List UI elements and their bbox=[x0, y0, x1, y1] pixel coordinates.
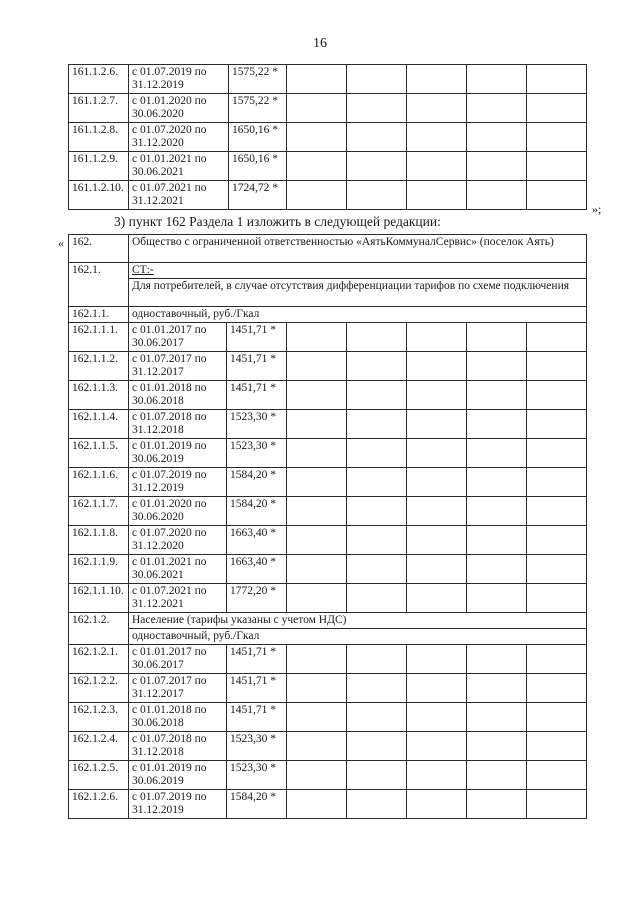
row-period: с 01.07.2018 по 31.12.2018 bbox=[129, 410, 227, 439]
empty-cell bbox=[527, 674, 587, 703]
empty-cell bbox=[467, 468, 527, 497]
table-row bbox=[69, 439, 587, 468]
empty-cell bbox=[287, 410, 347, 439]
empty-cell bbox=[347, 645, 407, 674]
population-label: Население (тарифы указаны с учетом НДС) bbox=[129, 613, 587, 629]
table-row bbox=[69, 703, 587, 732]
empty-cell bbox=[347, 526, 407, 555]
row-value: 1451,71 * bbox=[227, 674, 287, 703]
empty-cell bbox=[407, 584, 467, 613]
row-value: 1451,71 * bbox=[227, 352, 287, 381]
row-code: 162.1.1.9. bbox=[69, 555, 129, 584]
empty-cell bbox=[407, 761, 467, 790]
empty-cell bbox=[347, 352, 407, 381]
org-name: Общество с ограниченной ответственностью «АятьКоммуналСервис» (поселок Аять) bbox=[129, 235, 587, 263]
empty-cell bbox=[467, 584, 527, 613]
row-value: 1523,30 * bbox=[227, 439, 287, 468]
row-value: 1650,16 * bbox=[229, 123, 287, 152]
empty-cell bbox=[467, 439, 527, 468]
population-sub-row bbox=[69, 629, 587, 645]
empty-cell bbox=[287, 555, 347, 584]
empty-cell bbox=[467, 497, 527, 526]
empty-cell bbox=[347, 555, 407, 584]
empty-cell bbox=[527, 703, 587, 732]
row-code: 162.1.1. bbox=[69, 307, 129, 323]
org-row bbox=[69, 235, 587, 263]
empty-cell bbox=[527, 352, 587, 381]
empty-cell bbox=[467, 761, 527, 790]
empty-cell bbox=[407, 790, 467, 819]
row-code: 162.1.2.4. bbox=[69, 732, 129, 761]
table-row bbox=[69, 410, 587, 439]
row-value: 1772,20 * bbox=[227, 584, 287, 613]
empty-cell bbox=[407, 381, 467, 410]
row-value: 1523,30 * bbox=[227, 761, 287, 790]
empty-cell bbox=[527, 584, 587, 613]
empty-cell bbox=[347, 94, 407, 123]
empty-cell bbox=[467, 526, 527, 555]
empty-cell bbox=[347, 468, 407, 497]
empty-cell bbox=[407, 468, 467, 497]
empty-cell bbox=[407, 732, 467, 761]
row-code: 162.1.1.3. bbox=[69, 381, 129, 410]
table-row bbox=[69, 381, 587, 410]
empty-cell bbox=[407, 323, 467, 352]
row-value: 1451,71 * bbox=[227, 323, 287, 352]
row-period: с 01.07.2017 по 31.12.2017 bbox=[129, 352, 227, 381]
empty-cell bbox=[527, 790, 587, 819]
group1-header-row bbox=[69, 307, 587, 323]
row-code: 162.1.2.2. bbox=[69, 674, 129, 703]
row-code: 161.1.2.6. bbox=[69, 65, 129, 94]
ct-note: Для потребителей, в случае отсутствия дифференциации тарифов по схеме подключения bbox=[129, 279, 587, 307]
empty-cell bbox=[407, 645, 467, 674]
empty-cell bbox=[467, 674, 527, 703]
row-code: 162.1.1.1. bbox=[69, 323, 129, 352]
table-row bbox=[69, 584, 587, 613]
row-period: с 01.07.2018 по 31.12.2018 bbox=[129, 732, 227, 761]
table-row bbox=[69, 555, 587, 584]
empty-cell bbox=[347, 123, 407, 152]
row-period: с 01.01.2019 по 30.06.2019 bbox=[129, 439, 227, 468]
table-row bbox=[69, 790, 587, 819]
row-value: 1724,72 * bbox=[229, 181, 287, 210]
row-period: с 01.01.2020 по 30.06.2020 bbox=[129, 497, 227, 526]
row-value: 1584,20 * bbox=[227, 790, 287, 819]
empty-cell bbox=[407, 703, 467, 732]
empty-cell bbox=[287, 526, 347, 555]
empty-cell bbox=[287, 674, 347, 703]
row-period: с 01.07.2021 по 31.12.2021 bbox=[129, 181, 229, 210]
empty-cell bbox=[467, 381, 527, 410]
empty-cell bbox=[527, 497, 587, 526]
table-row bbox=[69, 526, 587, 555]
table-row bbox=[69, 123, 587, 152]
empty-cell bbox=[527, 410, 587, 439]
empty-cell bbox=[467, 323, 527, 352]
empty-cell bbox=[527, 381, 587, 410]
table-row bbox=[69, 323, 587, 352]
row-code: 161.1.2.7. bbox=[69, 94, 129, 123]
empty-cell bbox=[287, 790, 347, 819]
row-code: 162.1.1.5. bbox=[69, 439, 129, 468]
empty-cell bbox=[287, 761, 347, 790]
empty-cell bbox=[347, 181, 407, 210]
row-period: с 01.07.2019 по 31.12.2019 bbox=[129, 790, 227, 819]
row-period: с 01.07.2021 по 31.12.2021 bbox=[129, 584, 227, 613]
empty-cell bbox=[407, 123, 467, 152]
empty-cell bbox=[287, 381, 347, 410]
empty-cell bbox=[467, 703, 527, 732]
table-row bbox=[69, 181, 587, 210]
row-period: с 01.07.2020 по 31.12.2020 bbox=[129, 123, 229, 152]
empty-cell bbox=[407, 526, 467, 555]
row-code: 161.1.2.10. bbox=[69, 181, 129, 210]
empty-cell bbox=[407, 439, 467, 468]
empty-cell bbox=[347, 410, 407, 439]
empty-cell bbox=[467, 410, 527, 439]
empty-cell bbox=[527, 555, 587, 584]
tariff-table-162 bbox=[68, 234, 587, 819]
row-value: 1575,22 * bbox=[229, 65, 287, 94]
ct-note-row bbox=[69, 279, 587, 307]
row-code: 162.1.1.8. bbox=[69, 526, 129, 555]
empty-cell bbox=[527, 94, 587, 123]
table-row bbox=[69, 65, 587, 94]
empty-cell bbox=[347, 674, 407, 703]
empty-cell bbox=[467, 645, 527, 674]
empty-cell bbox=[407, 497, 467, 526]
empty-cell bbox=[527, 526, 587, 555]
row-period: с 01.07.2019 по 31.12.2019 bbox=[129, 468, 227, 497]
row-code: 162.1.1.7. bbox=[69, 497, 129, 526]
empty-cell bbox=[527, 732, 587, 761]
row-period: с 01.01.2018 по 30.06.2018 bbox=[129, 381, 227, 410]
empty-cell bbox=[347, 497, 407, 526]
empty-cell bbox=[527, 439, 587, 468]
row-value: 1663,40 * bbox=[227, 526, 287, 555]
row-period: с 01.01.2021 по 30.06.2021 bbox=[129, 152, 229, 181]
empty-cell bbox=[467, 65, 527, 94]
amendment-heading: 3) пункт 162 Раздела 1 изложить в следующей редакции: bbox=[114, 214, 441, 229]
empty-cell bbox=[407, 152, 467, 181]
ct-label: СТ:- bbox=[129, 263, 587, 279]
empty-cell bbox=[407, 555, 467, 584]
empty-cell bbox=[347, 381, 407, 410]
empty-cell bbox=[287, 732, 347, 761]
row-period: с 01.01.2017 по 30.06.2017 bbox=[129, 323, 227, 352]
row-code: 161.1.2.9. bbox=[69, 152, 129, 181]
empty-cell bbox=[347, 152, 407, 181]
empty-cell bbox=[527, 123, 587, 152]
row-code: 162.1.2.1. bbox=[69, 645, 129, 674]
empty-cell bbox=[287, 352, 347, 381]
empty-cell bbox=[407, 410, 467, 439]
row-period: с 01.07.2019 по 31.12.2019 bbox=[129, 65, 229, 94]
empty-cell bbox=[527, 468, 587, 497]
empty-cell bbox=[287, 645, 347, 674]
empty-cell bbox=[527, 181, 587, 210]
row-period: с 01.01.2017 по 30.06.2017 bbox=[129, 645, 227, 674]
empty-cell bbox=[347, 65, 407, 94]
row-code: 162.1.1.2. bbox=[69, 352, 129, 381]
empty-cell bbox=[347, 761, 407, 790]
row-period: с 01.01.2021 по 30.06.2021 bbox=[129, 555, 227, 584]
empty-cell bbox=[287, 497, 347, 526]
empty-cell bbox=[527, 323, 587, 352]
ct-row bbox=[69, 263, 587, 279]
population-sub-label: одноставочный, руб./Гкал bbox=[129, 629, 587, 645]
row-value: 1523,30 * bbox=[227, 732, 287, 761]
row-code: 162.1.2.5. bbox=[69, 761, 129, 790]
empty-cell bbox=[347, 703, 407, 732]
empty-cell bbox=[407, 94, 467, 123]
row-code: 162.1.1.10. bbox=[69, 584, 129, 613]
closing-quote-mark: »; bbox=[592, 202, 602, 216]
row-code: 162.1. bbox=[69, 263, 129, 307]
empty-cell bbox=[527, 645, 587, 674]
row-code: 161.1.2.8. bbox=[69, 123, 129, 152]
table-row bbox=[69, 497, 587, 526]
empty-cell bbox=[287, 439, 347, 468]
empty-cell bbox=[287, 123, 347, 152]
row-code: 162.1.2.6. bbox=[69, 790, 129, 819]
row-code: 162.1.2. bbox=[69, 613, 129, 645]
empty-cell bbox=[467, 352, 527, 381]
row-value: 1584,20 * bbox=[227, 497, 287, 526]
empty-cell bbox=[467, 181, 527, 210]
empty-cell bbox=[287, 468, 347, 497]
row-value: 1451,71 * bbox=[227, 381, 287, 410]
empty-cell bbox=[287, 323, 347, 352]
row-period: с 01.01.2020 по 30.06.2020 bbox=[129, 94, 229, 123]
empty-cell bbox=[467, 732, 527, 761]
empty-cell bbox=[527, 761, 587, 790]
empty-cell bbox=[527, 65, 587, 94]
opening-quote-mark: « bbox=[58, 236, 64, 250]
empty-cell bbox=[467, 555, 527, 584]
row-code: 162. bbox=[69, 235, 129, 263]
group1-label: одноставочный, руб./Гкал bbox=[129, 307, 587, 323]
tariff-table-161 bbox=[68, 64, 587, 210]
empty-cell bbox=[467, 94, 527, 123]
table-row bbox=[69, 645, 587, 674]
table-row bbox=[69, 152, 587, 181]
row-value: 1584,20 * bbox=[227, 468, 287, 497]
table-row bbox=[69, 94, 587, 123]
empty-cell bbox=[467, 123, 527, 152]
row-period: с 01.01.2019 по 30.06.2019 bbox=[129, 761, 227, 790]
empty-cell bbox=[347, 790, 407, 819]
empty-cell bbox=[287, 152, 347, 181]
empty-cell bbox=[287, 584, 347, 613]
empty-cell bbox=[287, 703, 347, 732]
table-row bbox=[69, 352, 587, 381]
row-period: с 01.01.2018 по 30.06.2018 bbox=[129, 703, 227, 732]
table-row bbox=[69, 761, 587, 790]
row-period: с 01.07.2017 по 31.12.2017 bbox=[129, 674, 227, 703]
page-number: 16 bbox=[313, 36, 327, 51]
empty-cell bbox=[287, 181, 347, 210]
empty-cell bbox=[347, 323, 407, 352]
empty-cell bbox=[407, 181, 467, 210]
empty-cell bbox=[347, 584, 407, 613]
empty-cell bbox=[407, 65, 467, 94]
empty-cell bbox=[407, 352, 467, 381]
empty-cell bbox=[467, 152, 527, 181]
table-row bbox=[69, 732, 587, 761]
table-row bbox=[69, 468, 587, 497]
empty-cell bbox=[347, 439, 407, 468]
empty-cell bbox=[347, 732, 407, 761]
empty-cell bbox=[287, 65, 347, 94]
row-value: 1451,71 * bbox=[227, 703, 287, 732]
row-value: 1575,22 * bbox=[229, 94, 287, 123]
row-value: 1650,16 * bbox=[229, 152, 287, 181]
row-value: 1451,71 * bbox=[227, 645, 287, 674]
row-value: 1663,40 * bbox=[227, 555, 287, 584]
row-code: 162.1.2.3. bbox=[69, 703, 129, 732]
empty-cell bbox=[407, 674, 467, 703]
empty-cell bbox=[287, 94, 347, 123]
row-value: 1523,30 * bbox=[227, 410, 287, 439]
population-row bbox=[69, 613, 587, 629]
empty-cell bbox=[527, 152, 587, 181]
row-code: 162.1.1.6. bbox=[69, 468, 129, 497]
row-code: 162.1.1.4. bbox=[69, 410, 129, 439]
table-row bbox=[69, 674, 587, 703]
row-period: с 01.07.2020 по 31.12.2020 bbox=[129, 526, 227, 555]
empty-cell bbox=[467, 790, 527, 819]
